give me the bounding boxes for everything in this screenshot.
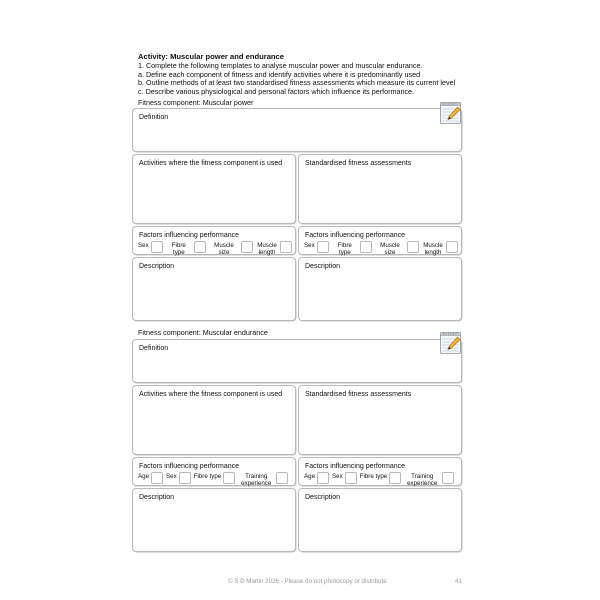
factor-fibre-type: Fibre type xyxy=(166,241,206,257)
factors-heading: Factors influencing performance xyxy=(139,232,239,239)
factor-checkbox[interactable] xyxy=(360,241,372,253)
copyright-notice: © S D Martin 2026 - Please do not photocopy or distribute xyxy=(228,578,387,585)
instruction-line: a. Define each component of fitness and identify activities where it is predominantly used xyxy=(138,69,421,79)
fitness-component-label: Fitness component: Muscular endurance xyxy=(138,328,268,337)
factor-checkbox[interactable] xyxy=(151,472,163,484)
factor-checkbox[interactable] xyxy=(179,472,191,484)
assessments-box[interactable] xyxy=(298,154,462,224)
fitness-component-label: Fitness component: Muscular power xyxy=(138,98,254,107)
factor-checkbox[interactable] xyxy=(345,472,357,484)
factors-row xyxy=(138,241,295,257)
assessments-label: Standardised fitness assessments xyxy=(305,391,412,398)
factor-checkbox[interactable] xyxy=(276,472,288,484)
description-box-right[interactable] xyxy=(298,257,462,321)
description-label: Description xyxy=(305,263,341,270)
factor-checkbox[interactable] xyxy=(280,241,292,253)
activities-box[interactable] xyxy=(132,154,296,224)
factor-muscle-length: Muscle length xyxy=(256,241,292,257)
factor-muscle-size: Muscle size xyxy=(375,241,419,257)
notepad-pencil-icon xyxy=(439,331,463,355)
factor-checkbox[interactable] xyxy=(407,241,419,253)
factor-training-experience: Training experience xyxy=(238,472,288,488)
assessments-label: Standardised fitness assessments xyxy=(305,160,412,167)
factor-sex: Sex xyxy=(304,241,329,253)
factor-fibre-type: Fibre type xyxy=(194,472,236,484)
factors-row xyxy=(304,241,461,257)
description-label: Description xyxy=(139,263,175,270)
activities-box[interactable] xyxy=(132,385,296,455)
factor-sex: Sex xyxy=(138,241,163,253)
factor-checkbox[interactable] xyxy=(194,241,206,253)
page-number: 41 xyxy=(455,578,462,585)
description-box-left[interactable] xyxy=(132,488,296,552)
description-box-right[interactable] xyxy=(298,488,462,552)
factor-checkbox[interactable] xyxy=(241,241,253,253)
activities-label: Activities where the fitness component is used xyxy=(139,391,283,398)
instruction-line: b. Outline methods of at least two standardised fitness assessments which measure its current level xyxy=(138,78,456,88)
factor-checkbox[interactable] xyxy=(389,472,401,484)
activities-label: Activities where the fitness component is used xyxy=(139,160,283,167)
instruction-line: 1. Complete the following templates to analyse muscular power and muscular endurance. xyxy=(138,61,423,70)
factors-heading: Factors influencing performance xyxy=(305,463,405,470)
description-box-left[interactable] xyxy=(132,257,296,321)
description-label: Description xyxy=(139,494,175,501)
factors-box-left xyxy=(132,457,296,486)
factors-box-left xyxy=(132,226,296,255)
factor-training-experience: Training experience xyxy=(404,472,454,488)
factors-box-right xyxy=(298,457,462,486)
activity-title: Activity: Muscular power and endurance xyxy=(138,52,285,61)
instruction-line: c. Describe various physiological and personal factors which influence its performance. xyxy=(138,86,415,96)
factor-checkbox[interactable] xyxy=(151,241,163,253)
factor-checkbox[interactable] xyxy=(442,472,454,484)
activity-header xyxy=(138,52,478,96)
factor-muscle-length: Muscle length xyxy=(422,241,458,257)
factor-fibre-type: Fibre type xyxy=(360,472,402,484)
factor-age: Age xyxy=(304,472,329,484)
factors-box-right xyxy=(298,226,462,255)
factor-checkbox[interactable] xyxy=(317,241,329,253)
notepad-pencil-icon xyxy=(439,101,463,125)
factors-row xyxy=(138,472,291,488)
factor-sex: Sex xyxy=(166,472,191,484)
factor-checkbox[interactable] xyxy=(223,472,235,484)
assessments-box[interactable] xyxy=(298,385,462,455)
definition-label: Definition xyxy=(139,114,169,121)
definition-box[interactable] xyxy=(132,108,462,152)
factor-fibre-type: Fibre type xyxy=(332,241,372,257)
factor-sex: Sex xyxy=(332,472,357,484)
factors-heading: Factors influencing performance xyxy=(139,463,239,470)
definition-label: Definition xyxy=(139,345,169,352)
definition-box[interactable] xyxy=(132,339,462,383)
description-label: Description xyxy=(305,494,341,501)
factor-checkbox[interactable] xyxy=(317,472,329,484)
factors-heading: Factors influencing performance xyxy=(305,232,405,239)
factor-age: Age xyxy=(138,472,163,484)
factor-checkbox[interactable] xyxy=(446,241,458,253)
factors-row xyxy=(304,472,457,488)
factor-muscle-size: Muscle size xyxy=(209,241,253,257)
